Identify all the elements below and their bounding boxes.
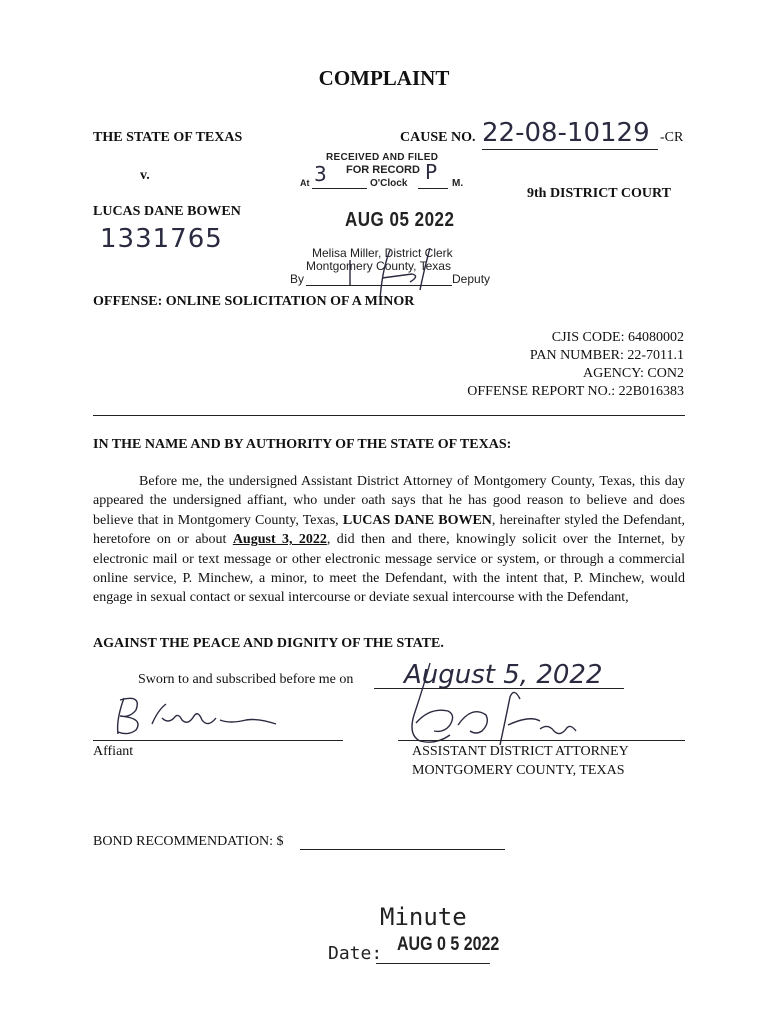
stamp-date: AUG 05 2022 [345,208,455,231]
sworn-date-handwritten: August 5, 2022 [404,660,603,690]
sworn-label: Sworn to and subscribed before me on [138,672,354,687]
ada-title: ASSISTANT DISTRICT ATTORNEY [412,744,629,759]
body-defendant-name: LUCAS DANE BOWEN [342,512,492,528]
stamp-m-label: M. [452,178,464,189]
stamp-deputy-label: Deputy [452,272,491,286]
affiant-label: Affiant [93,744,134,759]
stamp-by-label: By [290,272,305,286]
clerk-signature-scribble [320,240,480,302]
plaintiff: THE STATE OF TEXAS [93,130,243,145]
cause-label: CAUSE NO. [400,130,476,145]
body-part1: Before me, the undersigned Assistant District Attorney of Montgomery County, Texas, this day appeared the undersigned affiant, who under oath says that he has good reason to believe and does believe that in Montgomery County, Texas, [93,474,685,528]
pan-number: PAN NUMBER: 22-7011.1 [529,348,684,363]
defendant-name: LUCAS DANE BOWEN [93,204,241,219]
complaint-body [93,472,685,608]
cause-suffix: -CR [660,130,684,145]
cause-number-handwritten: 22-08-10129 [482,118,650,148]
section-divider [93,415,685,416]
court-name: 9th DISTRICT COURT [527,186,671,201]
versus: v. [140,168,150,183]
bond-amount-line [300,849,505,850]
minute-date-line [376,963,490,964]
agency: AGENCY: CON2 [583,366,684,381]
stamp-clerk: Melisa Miller, District Clerk [312,246,453,260]
ada-signature-line [398,740,685,741]
body-offense-date: August 3, 2022 [232,532,327,548]
offense-report-number: OFFENSE REPORT NO.: 22B016383 [467,384,684,399]
cjis-code: CJIS CODE: 64080002 [551,330,684,345]
offense: OFFENSE: ONLINE SOLICITATION OF A MINOR [93,294,415,309]
stamp-meridiem-handwritten: P [425,160,438,184]
minute-title: Minute [380,903,467,931]
stamp-county: Montgomery County, Texas [306,259,451,273]
body-part2: , hereinafter styled the Defendant, heretofore on or about [93,512,685,548]
authority-heading: IN THE NAME AND BY AUTHORITY OF THE STATE OF TEXAS: [93,437,512,452]
ada-signature [390,645,590,755]
stamp-received-filed: RECEIVED AND FILED [326,152,439,163]
stamp-for-record: FOR RECORD [346,164,420,176]
minute-date-label: Date: [328,943,383,964]
body-part3: , did then and there, knowingly solicit over the Internet, by electronic mail or text message or other electronic message service or system, or through a commercial online service, P. Minchew, a minor, to meet the Defendant, with the intent that, P. Minchew, would engage in sexual contact or sexual intercourse or deviate sexual intercourse with the Defendant, [93,532,685,606]
stamp-meridiem-line [418,188,448,189]
cause-number-line [482,149,658,150]
bond-label: BOND RECOMMENDATION: $ [93,834,284,849]
stamp-hour-line [312,188,367,189]
affiant-signature [96,690,286,740]
stamp-hour-handwritten: 3 [314,162,327,186]
document-title: COMPLAINT [318,66,450,90]
stamp-at-label: At [300,178,310,188]
ada-county: MONTGOMERY COUNTY, TEXAS [412,763,625,778]
stamp-oclock: O'Clock [370,178,408,189]
against-statement: AGAINST THE PEACE AND DIGNITY OF THE STATE. [93,636,444,651]
affiant-signature-line [93,740,343,741]
defendant-number-handwritten: 1331765 [100,224,223,254]
minute-date: AUG 0 5 2022 [397,934,500,955]
